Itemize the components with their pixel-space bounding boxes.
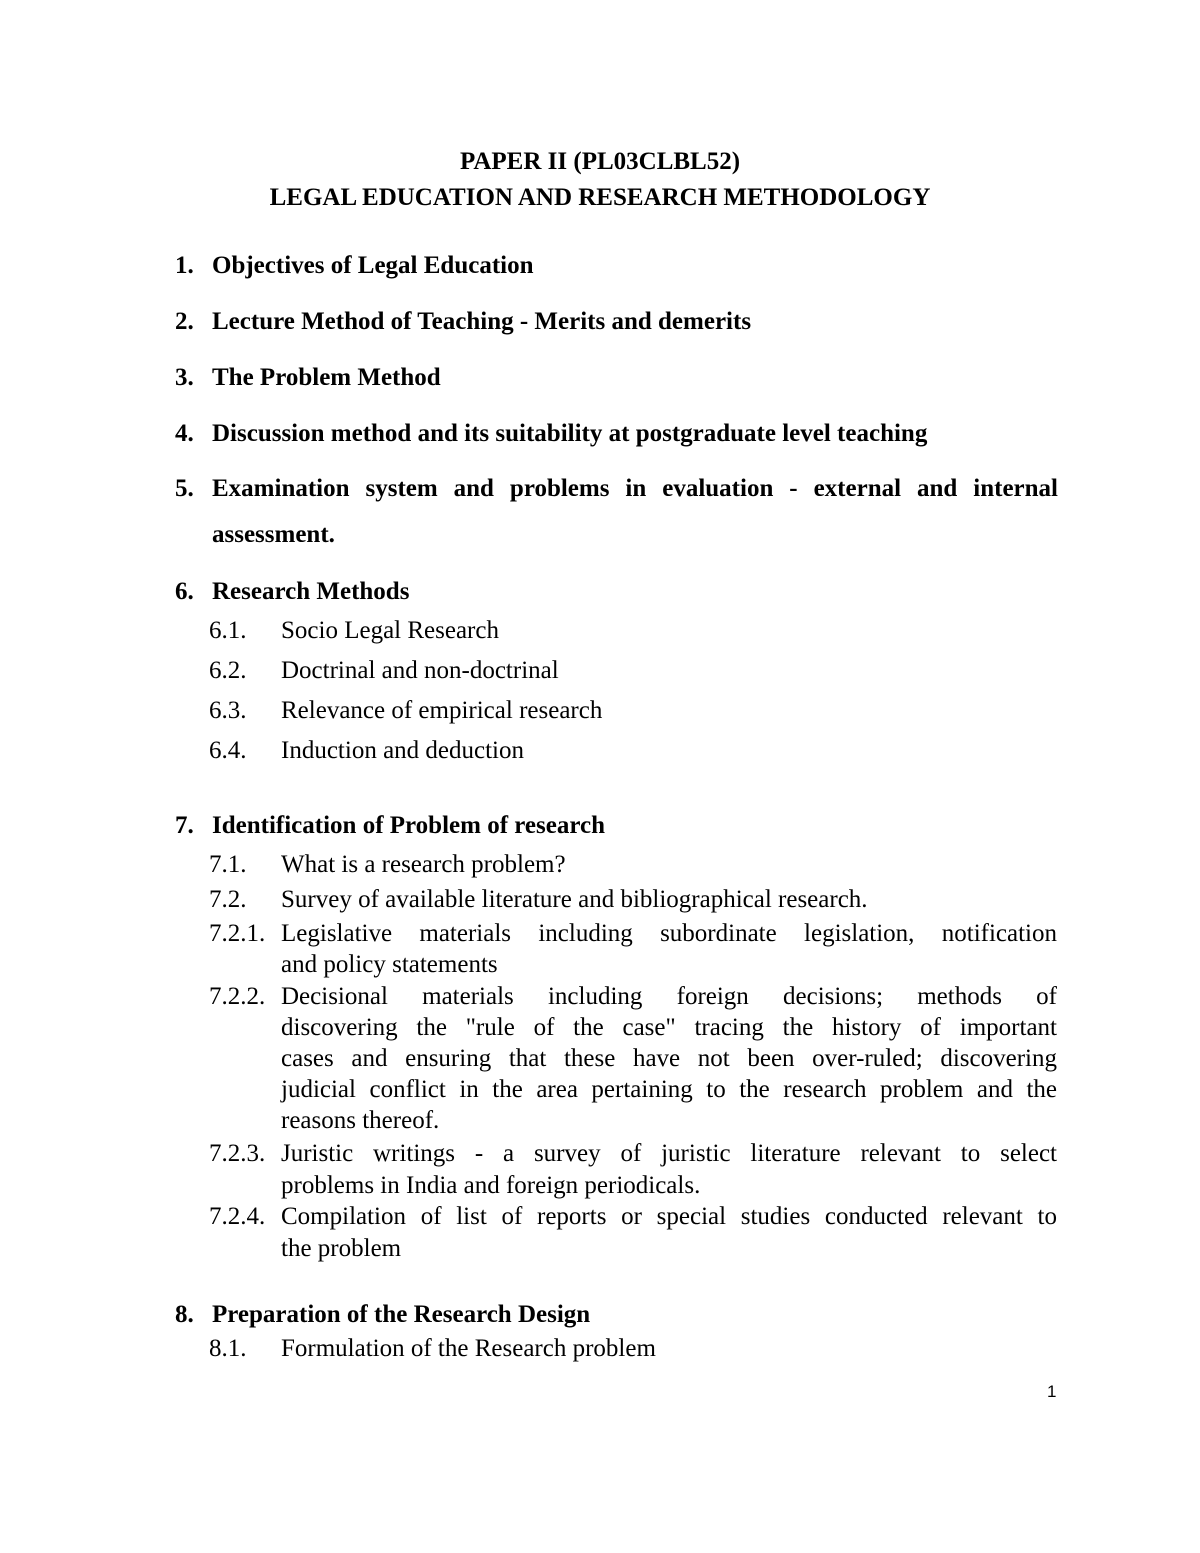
subitem-text: Survey of available literature and bibliographical research. — [281, 886, 868, 913]
item-heading: Preparation of the Research Design — [212, 1301, 591, 1328]
subitem-number: 6.4. — [209, 737, 247, 764]
subitem-text: Doctrinal and non-doctrinal — [281, 657, 559, 684]
subitem-text: Formulation of the Research problem — [281, 1335, 656, 1362]
subitem-number: 7.2.2. — [209, 983, 266, 1010]
subitem-text: What is a research problem? — [281, 851, 566, 878]
item-number: 5. — [175, 475, 194, 502]
subitem-text: Socio Legal Research — [281, 617, 499, 644]
subitem-text: Induction and deduction — [281, 737, 524, 764]
paper-title: PAPER II (PL03CLBL52) — [459, 148, 741, 175]
item-heading: Identification of Problem of research — [212, 812, 605, 839]
subitem-text-continued: problems in India and foreign periodicals. — [281, 1172, 701, 1199]
subitem-text: Juristic writings - a survey of juristic literature relevant to select — [281, 1140, 1057, 1167]
subitem-text: Relevance of empirical research — [281, 697, 603, 724]
subitem-text-continued: reasons thereof. — [281, 1107, 440, 1134]
item-heading: Research Methods — [212, 578, 410, 605]
item-number: 8. — [175, 1301, 194, 1328]
subitem-number: 6.3. — [209, 697, 247, 724]
subitem-text-continued: judicial conflict in the area pertaining to the research problem and the — [281, 1076, 1057, 1103]
item-heading-continued: assessment. — [212, 521, 335, 548]
page-number: 1 — [1047, 1382, 1057, 1401]
subitem-text-continued: and policy statements — [281, 951, 498, 978]
item-heading: Objectives of Legal Education — [212, 252, 534, 279]
subitem-text-continued: cases and ensuring that these have not been over-ruled; discovering — [281, 1045, 1057, 1072]
item-number: 4. — [175, 420, 194, 447]
subitem-number: 7.2.1. — [209, 920, 266, 947]
subitem-text: Compilation of list of reports or special studies conducted relevant to — [281, 1203, 1057, 1230]
subitem-number: 6.1. — [209, 617, 247, 644]
item-number: 2. — [175, 308, 194, 335]
subitem-number: 7.2. — [209, 886, 247, 913]
subitem-number: 7.2.3. — [209, 1140, 266, 1167]
item-number: 6. — [175, 578, 194, 605]
item-heading: The Problem Method — [212, 364, 441, 391]
item-number: 1. — [175, 252, 194, 279]
subitem-number: 8.1. — [209, 1335, 247, 1362]
item-heading: Lecture Method of Teaching - Merits and demerits — [212, 308, 752, 335]
subitem-text: Legislative materials including subordinate legislation, notification — [281, 920, 1057, 947]
item-heading: Examination system and problems in evaluation - external and internal — [212, 475, 1058, 502]
subitem-number: 6.2. — [209, 657, 247, 684]
paper-subtitle: LEGAL EDUCATION AND RESEARCH METHODOLOGY — [269, 184, 931, 211]
subitem-text-continued: discovering the "rule of the case" tracing the history of important — [281, 1014, 1057, 1041]
item-heading: Discussion method and its suitability at postgraduate level teaching — [212, 420, 928, 447]
item-number: 3. — [175, 364, 194, 391]
subitem-text: Decisional materials including foreign decisions; methods of — [281, 983, 1057, 1010]
item-number: 7. — [175, 812, 194, 839]
subitem-text-continued: the problem — [281, 1235, 402, 1262]
subitem-number: 7.2.4. — [209, 1203, 266, 1230]
subitem-number: 7.1. — [209, 851, 247, 878]
